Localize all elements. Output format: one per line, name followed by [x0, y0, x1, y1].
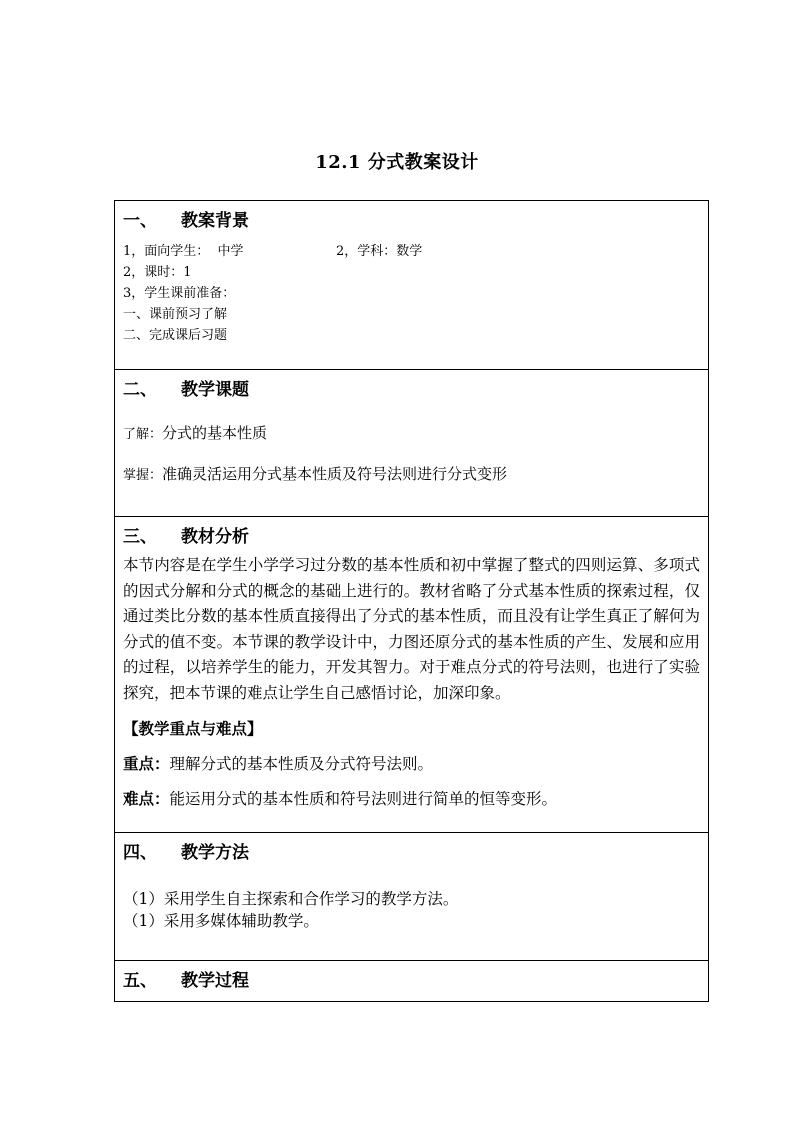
- difficulty-label: 难点：: [123, 789, 170, 808]
- understand-value: 分式的基本性质: [162, 424, 268, 442]
- section-heading: [123, 961, 700, 1001]
- key-point-line: [123, 752, 700, 776]
- master-label: 掌握：: [123, 468, 163, 483]
- section-number: 四、: [123, 843, 157, 863]
- target-students: [123, 241, 336, 262]
- section-title: 教学方法: [181, 843, 249, 863]
- master-line: [123, 464, 700, 486]
- key-point-label: 重点：: [123, 754, 170, 773]
- section-number: 二、: [123, 380, 157, 400]
- section-background: [115, 201, 708, 369]
- section-number: 五、: [123, 971, 157, 991]
- prep-item: 一、课前预习了解: [123, 307, 228, 322]
- analysis-paragraph: 本节内容是在学生小学学习过分数的基本性质和初中掌握了整式的四则运算、多项式的因式分解和分式的概念的基础上进行的。教材省略了分式基本性质的探索过程，仅通过类比分数的基本性质直接得出了分式的基本性质，而且没有让学生真正了解何为分式的值不变。本节课的教学设计中，力图还原分式的基本性质的产生、发展和应用的过程，以培养学生的能力，开发其智力。对于难点分式的符号法则，也进行了实验探究，把本节课的难点让学生自己感悟讨论，加深印象。: [123, 556, 700, 702]
- section-heading: [123, 833, 700, 873]
- master-value: 准确灵活运用分式基本性质及符号法则进行分式变形: [162, 465, 508, 483]
- section-heading: [123, 370, 700, 410]
- section-analysis: [115, 516, 708, 832]
- section-number: 三、: [123, 527, 157, 547]
- prep-item: 二、完成课后习题: [123, 328, 228, 343]
- subject: 2，学科：数学: [336, 244, 423, 259]
- section-title: 教材分析: [181, 527, 249, 547]
- key-points-heading: 【教学重点与难点】: [123, 719, 263, 738]
- section-number: 一、: [123, 211, 157, 231]
- student-preparation: 3，学生课前准备：: [123, 286, 236, 301]
- document-title: 12.1 分式教案设计: [315, 152, 479, 173]
- difficulty-value: 能运用分式的基本性质和符号法则进行简单的恒等变形。: [169, 790, 558, 808]
- lesson-plan-table: [114, 200, 709, 1002]
- section-heading: [123, 517, 700, 557]
- method-item: （1）采用多媒体辅助教学。: [123, 912, 319, 930]
- section-topic: [115, 369, 708, 516]
- section-method: [115, 832, 708, 960]
- student-value: 中学: [217, 244, 244, 259]
- understand-line: [123, 423, 700, 445]
- student-subject-row: [123, 241, 700, 262]
- section-title: 教案背景: [181, 211, 249, 231]
- difficulty-line: [123, 787, 700, 811]
- section-title: 教学过程: [181, 971, 249, 991]
- section-heading: [123, 201, 700, 241]
- section-process: [115, 960, 708, 1001]
- section-title: 教学课题: [181, 380, 249, 400]
- method-item: （1）采用学生自主探索和合作学习的教学方法。: [123, 890, 459, 908]
- key-point-value: 理解分式的基本性质及分式符号法则。: [169, 755, 434, 773]
- student-label: 1，面向学生：: [123, 244, 210, 259]
- class-hours: 2，课时：1: [123, 265, 192, 280]
- understand-label: 了解：: [123, 427, 163, 442]
